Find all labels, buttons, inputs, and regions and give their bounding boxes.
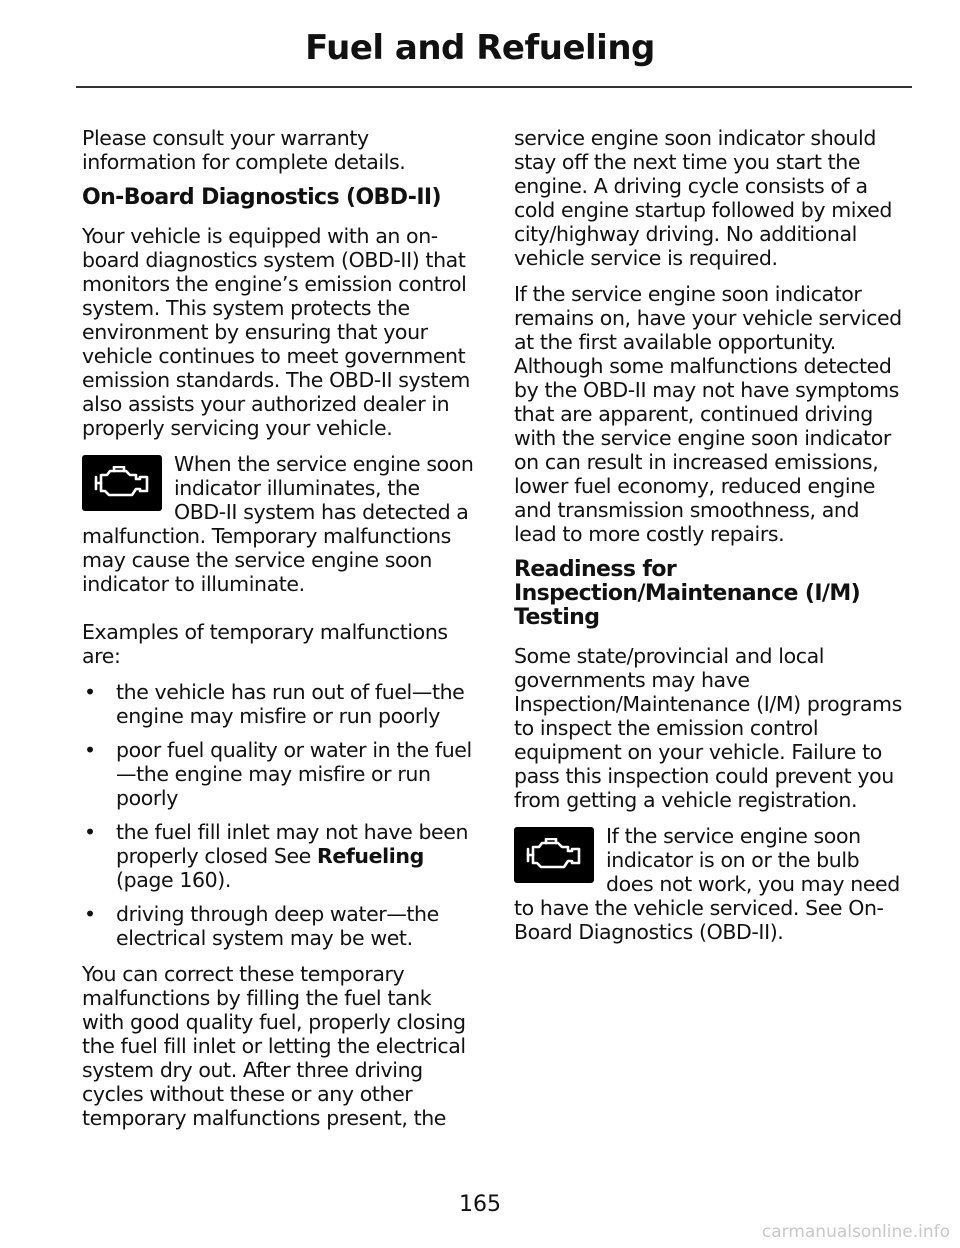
list-item-page-ref: (page 160).	[116, 868, 231, 892]
indicator-text: When the service engine soon indicator illuminates, the OBD-II system has detected a malfunction. Temporary malfunctions may cause the service engine soon indicator to illuminate.	[82, 452, 474, 596]
watermark: carmanualsonline.info	[761, 1222, 950, 1242]
list-item: • driving through deep water—the electrical system may be wet.	[82, 902, 474, 950]
bulb-warning	[514, 824, 906, 944]
page-title: Fuel and Refueling	[305, 28, 655, 68]
page-number: 165	[459, 1192, 501, 1217]
continue-paragraph: service engine soon indicator should stay off the next time you start the engine. A driving cycle consists of a cold engine startup followed by mixed city/highway driving. No additional vehicle service is required.	[514, 126, 892, 270]
list-item: • the vehicle has run out of fuel—the engine may misfire or run poorly	[82, 680, 474, 728]
correct-paragraph: You can correct these temporary malfunctions by filling the fuel tank with good quality fuel, properly closing the fuel fill inlet or letting the electrical system dry out. After three driving cycles without these or any other temporary malfunctions present, the	[82, 962, 466, 1130]
list-item-text: the fuel fill inlet may not have been properly closed See	[116, 820, 469, 868]
intro-paragraph: Please consult your warranty information for complete details.	[82, 126, 406, 174]
heading-im-testing: Readiness for Inspection/Maintenance (I/M) Testing	[514, 557, 861, 630]
bulb-text: If the service engine soon indicator is on or the bulb does not work, you may need to have the vehicle serviced. See On-Board Diagnostics (OBD-II).	[514, 824, 900, 944]
list-item: • poor fuel quality or water in the fuel—the engine may misfire or run poorly	[82, 738, 474, 810]
indicator-warning	[82, 452, 474, 596]
check-engine-icon	[514, 827, 594, 883]
malfunction-list	[82, 680, 474, 950]
header-divider	[76, 86, 912, 88]
remains-paragraph: If the service engine soon indicator remains on, have your vehicle serviced at the first available opportunity. Although some malfunctions detected by the OBD-II may not have symptoms that are apparent, continued driving with the service engine soon indicator on can result in increased emissions, lower fuel economy, reduced engine and transmission smoothness, and lead to more costly repairs.	[514, 282, 902, 546]
list-item	[82, 820, 474, 892]
im-paragraph: Some state/provincial and local governments may have Inspection/Maintenance (I/M) programs to inspect the emission control equipment on your vehicle. Failure to pass this inspection could prevent you from getting a vehicle registration.	[514, 644, 902, 812]
heading-obd: On-Board Diagnostics (OBD-II)	[82, 185, 441, 210]
left-column	[82, 126, 474, 1142]
check-engine-icon	[82, 455, 162, 511]
refueling-link[interactable]: Refueling	[317, 844, 424, 868]
right-column	[514, 126, 906, 968]
obd-paragraph: Your vehicle is equipped with an on-board diagnostics system (OBD-II) that monitors the engine’s emission control system. This system protects the environment by ensuring that your vehicle continues to meet government emission standards. The OBD-II system also assists your authorized dealer in properly servicing your vehicle.	[82, 224, 470, 440]
examples-intro: Examples of temporary malfunctions are:	[82, 620, 448, 668]
